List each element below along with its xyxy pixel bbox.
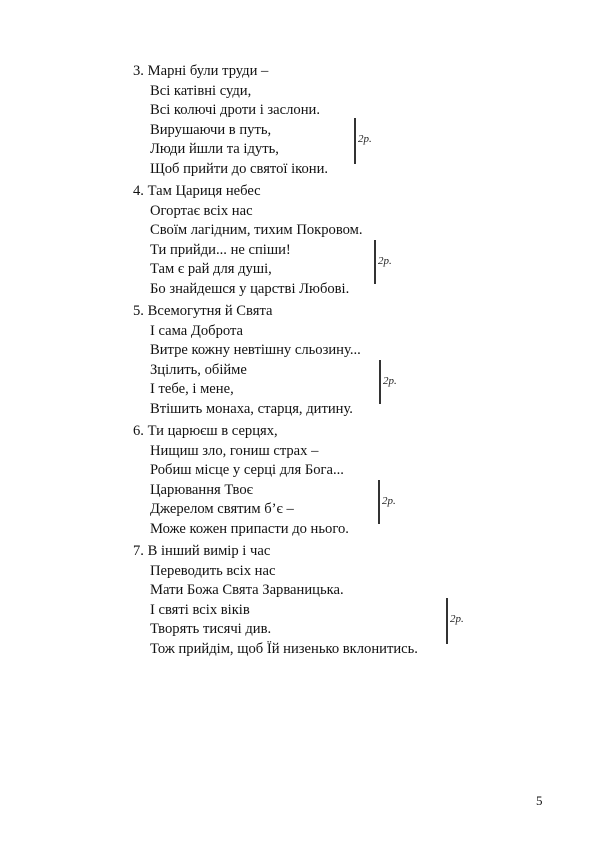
verse-line: Зцілить, обійме [150,361,247,378]
verse-text: Всемогутня й Свята [147,303,273,319]
verse-line: Витре кожну невтішну сльозину... [150,342,361,359]
verse-line [133,542,418,562]
verse-line: Тож прийдім, щоб Їй низенько вклонитись. [150,640,418,657]
verse-line: Ти прийди... не спіши! [150,241,291,258]
verse-line: І сама Доброта [150,322,244,339]
verse-text: Марні були труди – [147,63,269,79]
page-number: 5 [536,793,543,808]
verse-line [133,422,349,442]
verse-7 [133,542,418,660]
verse-line: І тебе, і мене, [150,381,234,398]
repeat-mark: 2р. [382,495,396,507]
verse-line: Всі катівні суди, [150,82,252,99]
repeat-mark: 2р. [450,613,464,625]
repeat-mark: 2р. [383,375,397,387]
verse-number: 7. [133,543,144,559]
verse-line: Втішить монаха, старця, дитину. [150,400,353,417]
verse-text: Там Цариця небес [147,183,261,199]
verse-line: Бо знайдешся у царстві Любові. [150,280,350,297]
verse-line: Робиш місце у серці для Бога... [150,462,344,479]
verse-number: 6. [133,423,144,439]
verse-line: Творять тисячі див. [150,621,272,638]
repeat-bracket [379,360,381,404]
verse-line [133,182,363,202]
verse-line: Царювання Твоє [150,481,253,498]
verse-number: 5. [133,303,144,319]
verse-line: Огортає всіх нас [150,202,253,219]
verse-line: Своїм лагідним, тихим Покровом. [150,222,363,239]
repeat-bracket [354,118,356,164]
verse-text: В інший вимір і час [147,543,271,559]
verse-4 [133,182,363,300]
verse-5 [133,302,361,420]
verse-line: Люди йшли та ідуть, [150,141,279,158]
verse-line: Щоб прийти до святої ікони. [150,160,329,177]
verse-line: Може кожен припасти до нього. [150,520,349,537]
repeat-bracket [378,480,380,524]
verse-text: Ти царюєш в серцях, [147,423,278,439]
verse-line: Джерелом святим б’є – [150,501,294,518]
verse-number: 3. [133,63,144,79]
repeat-mark: 2р. [358,133,372,145]
verse-line: Всі колючі дроти і заслони. [150,102,320,119]
verse-number: 4. [133,183,144,199]
repeat-mark: 2р. [378,255,392,267]
verse-line: Там є рай для душі, [150,261,272,278]
verse-6 [133,422,349,540]
verse-line: Мати Божа Свята Зарваницька. [150,582,344,599]
verse-line [133,302,361,322]
repeat-bracket [374,240,376,284]
verse-line: Вирушаючи в путь, [150,121,272,138]
repeat-bracket [446,598,448,644]
verse-line [133,62,328,82]
verse-3 [133,62,328,180]
verse-line: Переводить всіх нас [150,562,276,579]
verse-line: І святі всіх віків [150,601,250,618]
verse-line: Нищиш зло, гониш страх – [150,442,319,459]
